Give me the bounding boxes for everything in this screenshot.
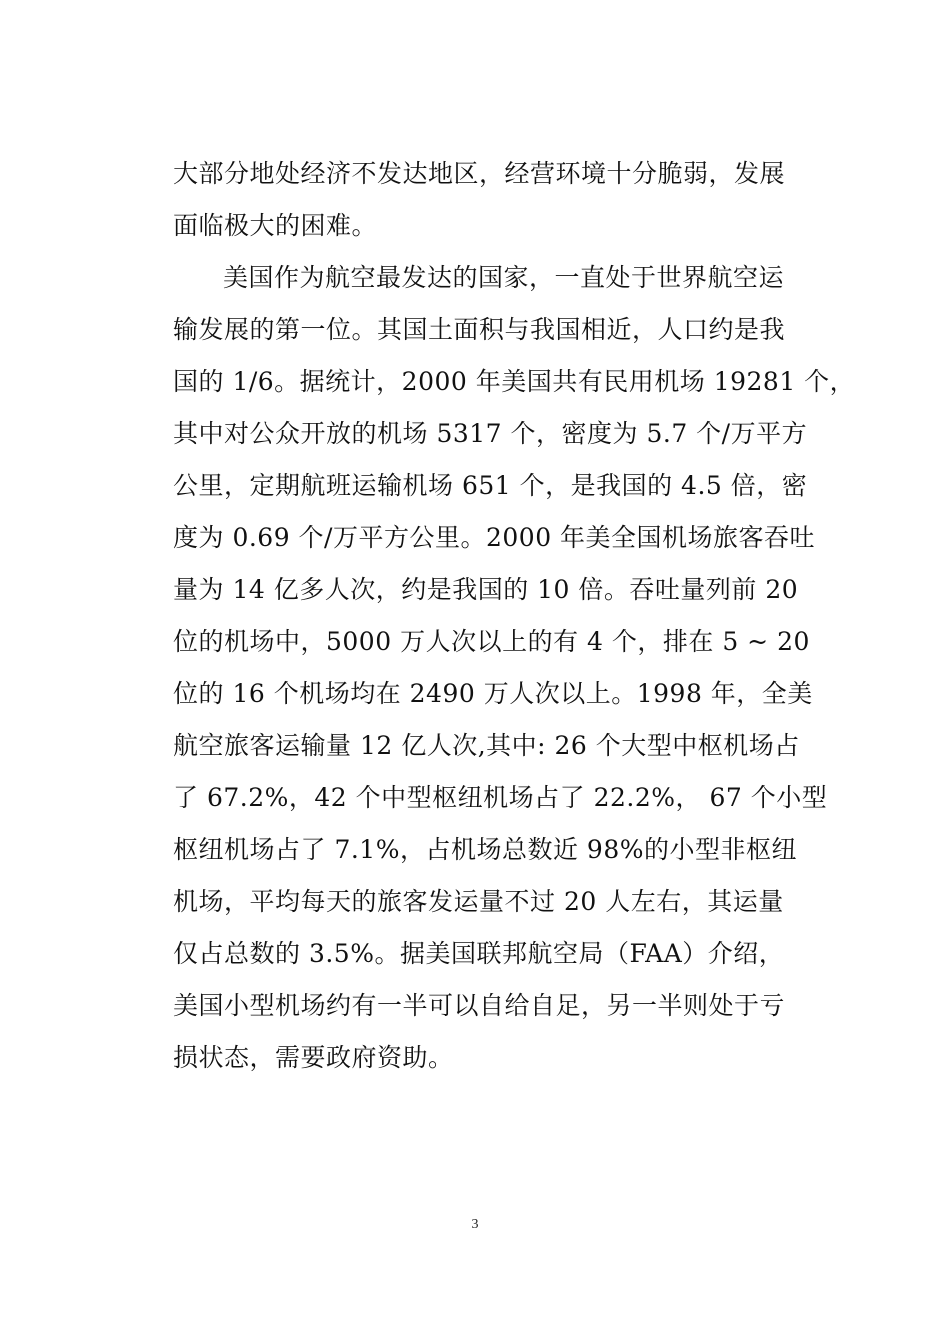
text-line: 了 67.2%，42 个中型枢纽机场占了 22.2%， 67 个小型 [173,783,828,812]
text-line: 位的 16 个机场均在 2490 万人次以上。1998 年，全美 [173,679,813,708]
paragraph-us-airports [173,252,856,1084]
text-line: 大部分地处经济不发达地区，经营环境十分脆弱，发展 [173,159,786,188]
text-line: 公里，定期航班运输机场 651 个，是我国的 4.5 倍，密 [173,471,808,500]
text-line: 位的机场中，5000 万人次以上的有 4 个，排在 5 ~ 20 [173,627,810,656]
text-line: 机场，平均每天的旅客发运量不过 20 人左右，其运量 [173,887,784,916]
text-line: 美国小型机场约有一半可以自给自足，另一半则处于亏 [173,991,786,1020]
text-line: 国的 1/6。据统计，2000 年美国共有民用机场 19281 个， [173,367,856,396]
text-line: 其中对公众开放的机场 5317 个，密度为 5.7 个/万平方 [173,419,808,448]
page-number: 3 [471,1217,479,1232]
body-text [173,148,856,1084]
text-line: 航空旅客运输量 12 亿人次,其中: 26 个大型中枢机场占 [173,731,800,760]
text-line: 面临极大的困难。 [173,211,378,240]
text-line: 枢纽机场占了 7.1%，占机场总数近 98%的小型非枢纽 [173,835,797,864]
text-line: 损状态，需要政府资助。 [173,1043,454,1072]
text-line: 度为 0.69 个/万平方公里。2000 年美全国机场旅客吞吐 [173,523,816,552]
text-line: 量为 14 亿多人次，约是我国的 10 倍。吞吐量列前 20 [173,575,799,604]
text-line: 美国作为航空最发达的国家，一直处于世界航空运 [223,263,785,292]
text-line: 输发展的第一位。其国土面积与我国相近，人口约是我 [173,315,786,344]
paragraph-continuation [173,148,786,252]
text-line: 仅占总数的 3.5%。据美国联邦航空局（FAA）介绍， [173,939,785,968]
